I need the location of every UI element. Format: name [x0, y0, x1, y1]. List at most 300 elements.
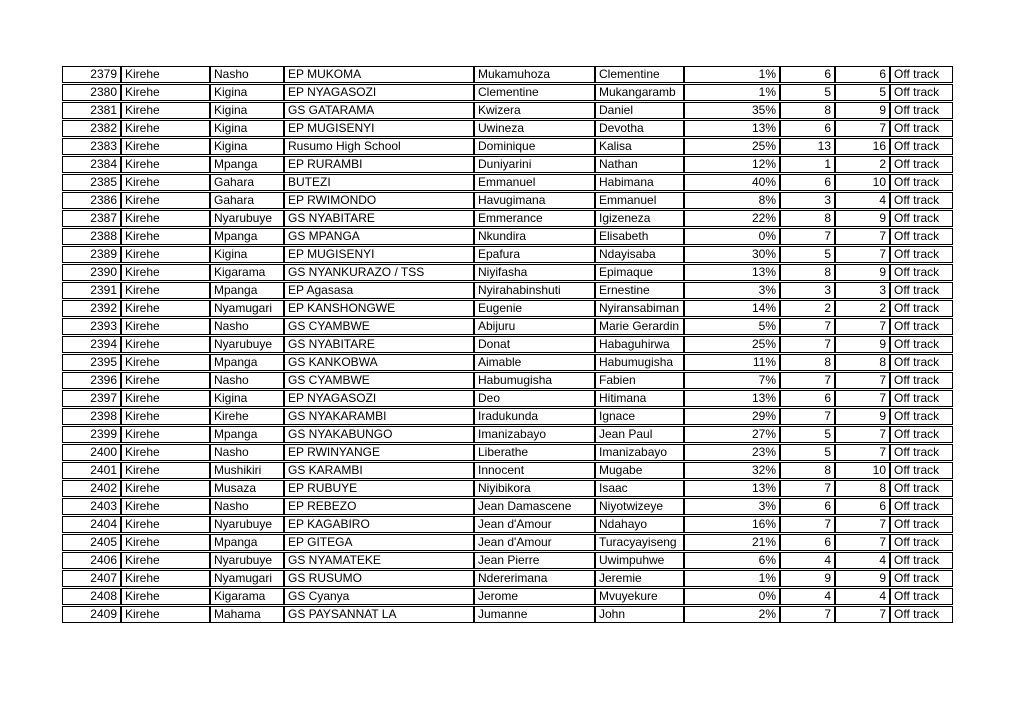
count-b-cell: 7 — [835, 246, 890, 263]
district-cell: Kirehe — [121, 192, 210, 209]
school-cell: GS NYAMATEKE — [284, 552, 474, 569]
status-cell: Off track — [890, 84, 953, 101]
table-row — [62, 174, 953, 191]
sector-cell: Kigina — [210, 120, 284, 137]
school-cell: GS KANKOBWA — [284, 354, 474, 371]
status-cell: Off track — [890, 426, 953, 443]
row-id-cell: 2389 — [62, 246, 121, 263]
count-b-cell: 7 — [835, 534, 890, 551]
status-cell: Off track — [890, 282, 953, 299]
school-cell: EP RUBUYE — [284, 480, 474, 497]
last-name-cell: Habumugisha — [595, 354, 684, 371]
table-row — [62, 102, 953, 119]
count-a-cell: 7 — [780, 606, 835, 623]
count-a-cell: 8 — [780, 354, 835, 371]
percent-cell: 25% — [684, 138, 780, 155]
table-row — [62, 534, 953, 551]
school-cell: GS CYAMBWE — [284, 372, 474, 389]
school-cell: GS NYANKURAZO / TSS — [284, 264, 474, 281]
sector-cell: Mpanga — [210, 228, 284, 245]
count-a-cell: 5 — [780, 426, 835, 443]
school-cell: EP MUGISENYI — [284, 120, 474, 137]
first-name-cell: Clementine — [474, 84, 595, 101]
school-cell: GS GATARAMA — [284, 102, 474, 119]
count-a-cell: 9 — [780, 570, 835, 587]
school-cell: GS NYABITARE — [284, 210, 474, 227]
school-cell: EP NYAGASOZI — [284, 84, 474, 101]
count-b-cell: 7 — [835, 390, 890, 407]
first-name-cell: Emmanuel — [474, 174, 595, 191]
row-id-cell: 2392 — [62, 300, 121, 317]
count-b-cell: 7 — [835, 228, 890, 245]
sector-cell: Mahama — [210, 606, 284, 623]
last-name-cell: Imanizabayo — [595, 444, 684, 461]
table-row — [62, 228, 953, 245]
count-b-cell: 7 — [835, 372, 890, 389]
status-cell: Off track — [890, 336, 953, 353]
percent-cell: 6% — [684, 552, 780, 569]
count-a-cell: 8 — [780, 102, 835, 119]
percent-cell: 1% — [684, 66, 780, 83]
last-name-cell: Jeremie — [595, 570, 684, 587]
row-id-cell: 2386 — [62, 192, 121, 209]
count-a-cell: 7 — [780, 336, 835, 353]
status-cell: Off track — [890, 66, 953, 83]
row-id-cell: 2407 — [62, 570, 121, 587]
last-name-cell: Mukangaramb — [595, 84, 684, 101]
district-cell: Kirehe — [121, 462, 210, 479]
percent-cell: 30% — [684, 246, 780, 263]
row-id-cell: 2397 — [62, 390, 121, 407]
count-a-cell: 8 — [780, 210, 835, 227]
school-cell: EP RWIMONDO — [284, 192, 474, 209]
district-cell: Kirehe — [121, 390, 210, 407]
count-b-cell: 8 — [835, 354, 890, 371]
status-cell: Off track — [890, 390, 953, 407]
sector-cell: Musaza — [210, 480, 284, 497]
status-cell: Off track — [890, 570, 953, 587]
sector-cell: Nasho — [210, 444, 284, 461]
last-name-cell: Ndayisaba — [595, 246, 684, 263]
sector-cell: Kirehe — [210, 408, 284, 425]
sector-cell: Mpanga — [210, 534, 284, 551]
school-cell: GS MPANGA — [284, 228, 474, 245]
district-cell: Kirehe — [121, 138, 210, 155]
count-a-cell: 4 — [780, 552, 835, 569]
sector-cell: Kigarama — [210, 264, 284, 281]
row-id-cell: 2382 — [62, 120, 121, 137]
count-a-cell: 3 — [780, 192, 835, 209]
status-cell: Off track — [890, 444, 953, 461]
row-id-cell: 2390 — [62, 264, 121, 281]
percent-cell: 11% — [684, 354, 780, 371]
count-b-cell: 7 — [835, 120, 890, 137]
row-id-cell: 2395 — [62, 354, 121, 371]
district-cell: Kirehe — [121, 606, 210, 623]
status-cell: Off track — [890, 138, 953, 155]
sector-cell: Kigina — [210, 84, 284, 101]
count-b-cell: 4 — [835, 588, 890, 605]
percent-cell: 27% — [684, 426, 780, 443]
sector-cell: Kigina — [210, 246, 284, 263]
count-a-cell: 6 — [780, 534, 835, 551]
table-row — [62, 120, 953, 137]
percent-cell: 0% — [684, 588, 780, 605]
count-b-cell: 6 — [835, 66, 890, 83]
row-id-cell: 2387 — [62, 210, 121, 227]
district-cell: Kirehe — [121, 210, 210, 227]
sector-cell: Mpanga — [210, 354, 284, 371]
count-b-cell: 7 — [835, 444, 890, 461]
school-cell: BUTEZI — [284, 174, 474, 191]
status-cell: Off track — [890, 534, 953, 551]
status-cell: Off track — [890, 300, 953, 317]
count-a-cell: 6 — [780, 66, 835, 83]
percent-cell: 13% — [684, 264, 780, 281]
last-name-cell: Nathan — [595, 156, 684, 173]
last-name-cell: Habaguhirwa — [595, 336, 684, 353]
last-name-cell: Ndahayo — [595, 516, 684, 533]
first-name-cell: Eugenie — [474, 300, 595, 317]
count-b-cell: 9 — [835, 408, 890, 425]
count-b-cell: 7 — [835, 318, 890, 335]
count-b-cell: 6 — [835, 498, 890, 515]
last-name-cell: Marie Gerardin — [595, 318, 684, 335]
count-a-cell: 5 — [780, 444, 835, 461]
district-cell: Kirehe — [121, 426, 210, 443]
district-cell: Kirehe — [121, 408, 210, 425]
first-name-cell: Dominique — [474, 138, 595, 155]
percent-cell: 1% — [684, 84, 780, 101]
first-name-cell: Jumanne — [474, 606, 595, 623]
last-name-cell: Nyiransabiman — [595, 300, 684, 317]
sector-cell: Mpanga — [210, 282, 284, 299]
table-row — [62, 282, 953, 299]
row-id-cell: 2384 — [62, 156, 121, 173]
percent-cell: 7% — [684, 372, 780, 389]
table-row — [62, 426, 953, 443]
district-cell: Kirehe — [121, 66, 210, 83]
count-a-cell: 13 — [780, 138, 835, 155]
last-name-cell: Kalisa — [595, 138, 684, 155]
table-row — [62, 408, 953, 425]
school-cell: EP RWINYANGE — [284, 444, 474, 461]
row-id-cell: 2403 — [62, 498, 121, 515]
data-table — [62, 65, 953, 624]
row-id-cell: 2400 — [62, 444, 121, 461]
row-id-cell: 2404 — [62, 516, 121, 533]
first-name-cell: Kwizera — [474, 102, 595, 119]
sector-cell: Gahara — [210, 192, 284, 209]
row-id-cell: 2385 — [62, 174, 121, 191]
row-id-cell: 2394 — [62, 336, 121, 353]
count-a-cell: 6 — [780, 390, 835, 407]
last-name-cell: Ernestine — [595, 282, 684, 299]
first-name-cell: Imanizabayo — [474, 426, 595, 443]
district-cell: Kirehe — [121, 354, 210, 371]
district-cell: Kirehe — [121, 282, 210, 299]
percent-cell: 25% — [684, 336, 780, 353]
status-cell: Off track — [890, 480, 953, 497]
table-row — [62, 246, 953, 263]
last-name-cell: Ignace — [595, 408, 684, 425]
table-row — [62, 318, 953, 335]
count-b-cell: 5 — [835, 84, 890, 101]
first-name-cell: Mukamuhoza — [474, 66, 595, 83]
table-row — [62, 210, 953, 227]
status-cell: Off track — [890, 372, 953, 389]
district-cell: Kirehe — [121, 534, 210, 551]
sector-cell: Gahara — [210, 174, 284, 191]
table-row — [62, 300, 953, 317]
first-name-cell: Jean Damascene — [474, 498, 595, 515]
percent-cell: 13% — [684, 390, 780, 407]
first-name-cell: Donat — [474, 336, 595, 353]
table-row — [62, 390, 953, 407]
school-cell: GS NYABITARE — [284, 336, 474, 353]
count-b-cell: 9 — [835, 570, 890, 587]
count-b-cell: 4 — [835, 192, 890, 209]
count-b-cell: 7 — [835, 516, 890, 533]
last-name-cell: Uwimpuhwe — [595, 552, 684, 569]
count-b-cell: 10 — [835, 174, 890, 191]
school-cell: GS Cyanya — [284, 588, 474, 605]
school-cell: EP MUGISENYI — [284, 246, 474, 263]
last-name-cell: Clementine — [595, 66, 684, 83]
table-row — [62, 570, 953, 587]
last-name-cell: Jean Paul — [595, 426, 684, 443]
district-cell: Kirehe — [121, 480, 210, 497]
first-name-cell: Liberathe — [474, 444, 595, 461]
count-b-cell: 9 — [835, 264, 890, 281]
table-row — [62, 462, 953, 479]
district-cell: Kirehe — [121, 156, 210, 173]
status-cell: Off track — [890, 588, 953, 605]
count-a-cell: 1 — [780, 156, 835, 173]
row-id-cell: 2381 — [62, 102, 121, 119]
status-cell: Off track — [890, 354, 953, 371]
count-a-cell: 7 — [780, 480, 835, 497]
last-name-cell: John — [595, 606, 684, 623]
table-row — [62, 156, 953, 173]
count-a-cell: 7 — [780, 372, 835, 389]
last-name-cell: Elisabeth — [595, 228, 684, 245]
percent-cell: 16% — [684, 516, 780, 533]
status-cell: Off track — [890, 552, 953, 569]
row-id-cell: 2380 — [62, 84, 121, 101]
first-name-cell: Jean Pierre — [474, 552, 595, 569]
status-cell: Off track — [890, 246, 953, 263]
status-cell: Off track — [890, 228, 953, 245]
school-cell: GS PAYSANNAT LA — [284, 606, 474, 623]
district-cell: Kirehe — [121, 336, 210, 353]
percent-cell: 2% — [684, 606, 780, 623]
table-row — [62, 138, 953, 155]
district-cell: Kirehe — [121, 444, 210, 461]
percent-cell: 40% — [684, 174, 780, 191]
row-id-cell: 2393 — [62, 318, 121, 335]
percent-cell: 14% — [684, 300, 780, 317]
count-a-cell: 7 — [780, 318, 835, 335]
percent-cell: 3% — [684, 498, 780, 515]
first-name-cell: Abijuru — [474, 318, 595, 335]
district-cell: Kirehe — [121, 318, 210, 335]
sector-cell: Nasho — [210, 498, 284, 515]
count-a-cell: 4 — [780, 588, 835, 605]
count-a-cell: 8 — [780, 462, 835, 479]
row-id-cell: 2408 — [62, 588, 121, 605]
last-name-cell: Turacyayiseng — [595, 534, 684, 551]
percent-cell: 29% — [684, 408, 780, 425]
school-cell: EP KANSHONGWE — [284, 300, 474, 317]
first-name-cell: Iradukunda — [474, 408, 595, 425]
first-name-cell: Nyirahabinshuti — [474, 282, 595, 299]
sector-cell: Kigina — [210, 138, 284, 155]
district-cell: Kirehe — [121, 174, 210, 191]
sector-cell: Mpanga — [210, 426, 284, 443]
first-name-cell: Jean d'Amour — [474, 516, 595, 533]
table-row — [62, 480, 953, 497]
sector-cell: Nasho — [210, 372, 284, 389]
sector-cell: Mpanga — [210, 156, 284, 173]
count-b-cell: 7 — [835, 606, 890, 623]
first-name-cell: Jerome — [474, 588, 595, 605]
row-id-cell: 2401 — [62, 462, 121, 479]
count-a-cell: 2 — [780, 300, 835, 317]
sector-cell: Nasho — [210, 66, 284, 83]
last-name-cell: Epimaque — [595, 264, 684, 281]
first-name-cell: Ndererimana — [474, 570, 595, 587]
count-a-cell: 7 — [780, 516, 835, 533]
school-cell: GS RUSUMO — [284, 570, 474, 587]
status-cell: Off track — [890, 516, 953, 533]
percent-cell: 21% — [684, 534, 780, 551]
status-cell: Off track — [890, 408, 953, 425]
row-id-cell: 2379 — [62, 66, 121, 83]
table-row — [62, 606, 953, 623]
count-a-cell: 5 — [780, 246, 835, 263]
last-name-cell: Mugabe — [595, 462, 684, 479]
last-name-cell: Niyotwizeye — [595, 498, 684, 515]
count-b-cell: 3 — [835, 282, 890, 299]
percent-cell: 13% — [684, 120, 780, 137]
district-cell: Kirehe — [121, 498, 210, 515]
district-cell: Kirehe — [121, 228, 210, 245]
district-cell: Kirehe — [121, 264, 210, 281]
table-row — [62, 588, 953, 605]
status-cell: Off track — [890, 498, 953, 515]
sector-cell: Nyarubuye — [210, 552, 284, 569]
status-cell: Off track — [890, 120, 953, 137]
count-a-cell: 7 — [780, 228, 835, 245]
percent-cell: 5% — [684, 318, 780, 335]
row-id-cell: 2402 — [62, 480, 121, 497]
status-cell: Off track — [890, 210, 953, 227]
first-name-cell: Jean d'Amour — [474, 534, 595, 551]
last-name-cell: Fabien — [595, 372, 684, 389]
row-id-cell: 2398 — [62, 408, 121, 425]
sector-cell: Nyamugari — [210, 570, 284, 587]
last-name-cell: Devotha — [595, 120, 684, 137]
count-a-cell: 7 — [780, 408, 835, 425]
district-cell: Kirehe — [121, 372, 210, 389]
count-a-cell: 6 — [780, 174, 835, 191]
percent-cell: 8% — [684, 192, 780, 209]
school-cell: GS KARAMBI — [284, 462, 474, 479]
table-row — [62, 66, 953, 83]
row-id-cell: 2405 — [62, 534, 121, 551]
table-row — [62, 516, 953, 533]
school-cell: GS NYAKARAMBI — [284, 408, 474, 425]
sector-cell: Nyarubuye — [210, 516, 284, 533]
count-b-cell: 9 — [835, 336, 890, 353]
school-cell: EP GITEGA — [284, 534, 474, 551]
row-id-cell: 2396 — [62, 372, 121, 389]
first-name-cell: Niyibikora — [474, 480, 595, 497]
percent-cell: 13% — [684, 480, 780, 497]
school-cell: EP MUKOMA — [284, 66, 474, 83]
sector-cell: Kigina — [210, 102, 284, 119]
count-b-cell: 8 — [835, 480, 890, 497]
last-name-cell: Emmanuel — [595, 192, 684, 209]
status-cell: Off track — [890, 192, 953, 209]
school-cell: EP REBEZO — [284, 498, 474, 515]
district-cell: Kirehe — [121, 84, 210, 101]
count-b-cell: 2 — [835, 156, 890, 173]
table-row — [62, 264, 953, 281]
first-name-cell: Aimable — [474, 354, 595, 371]
count-a-cell: 6 — [780, 498, 835, 515]
sector-cell: Nyarubuye — [210, 336, 284, 353]
school-cell: GS NYAKABUNGO — [284, 426, 474, 443]
last-name-cell: Habimana — [595, 174, 684, 191]
percent-cell: 23% — [684, 444, 780, 461]
school-cell: Rusumo High School — [284, 138, 474, 155]
count-b-cell: 9 — [835, 210, 890, 227]
percent-cell: 22% — [684, 210, 780, 227]
count-a-cell: 5 — [780, 84, 835, 101]
first-name-cell: Havugimana — [474, 192, 595, 209]
table-row — [62, 552, 953, 569]
first-name-cell: Duniyarini — [474, 156, 595, 173]
district-cell: Kirehe — [121, 516, 210, 533]
count-a-cell: 8 — [780, 264, 835, 281]
first-name-cell: Innocent — [474, 462, 595, 479]
first-name-cell: Nkundira — [474, 228, 595, 245]
count-a-cell: 3 — [780, 282, 835, 299]
district-cell: Kirehe — [121, 570, 210, 587]
district-cell: Kirehe — [121, 588, 210, 605]
count-b-cell: 9 — [835, 102, 890, 119]
district-cell: Kirehe — [121, 102, 210, 119]
table-row — [62, 192, 953, 209]
school-cell: EP RURAMBI — [284, 156, 474, 173]
row-id-cell: 2406 — [62, 552, 121, 569]
row-id-cell: 2388 — [62, 228, 121, 245]
percent-cell: 35% — [684, 102, 780, 119]
district-cell: Kirehe — [121, 300, 210, 317]
sector-cell: Kigina — [210, 390, 284, 407]
count-b-cell: 2 — [835, 300, 890, 317]
table-row — [62, 372, 953, 389]
district-cell: Kirehe — [121, 120, 210, 137]
school-cell: EP KAGABIRO — [284, 516, 474, 533]
sector-cell: Nyamugari — [210, 300, 284, 317]
percent-cell: 0% — [684, 228, 780, 245]
sector-cell: Kigarama — [210, 588, 284, 605]
status-cell: Off track — [890, 462, 953, 479]
status-cell: Off track — [890, 174, 953, 191]
